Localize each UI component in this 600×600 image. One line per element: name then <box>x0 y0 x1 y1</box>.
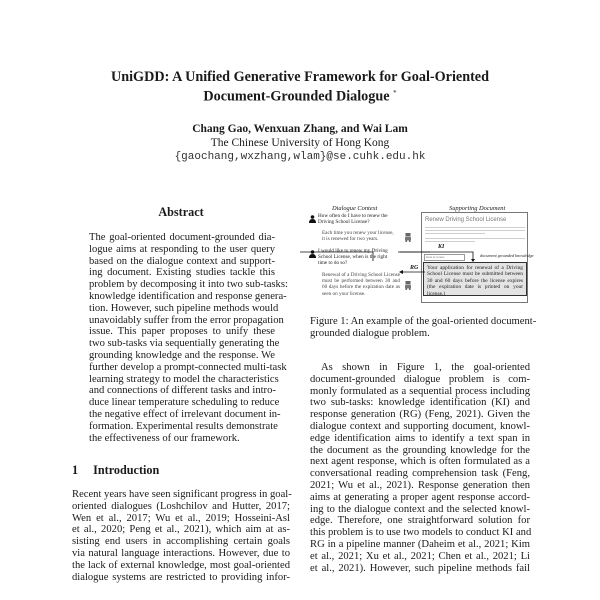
user-turn-1-line: How often do I have to renew the <box>318 213 388 219</box>
text-line: aims at generating a proper agent response accord- <box>310 491 530 503</box>
user-turn-2-line: I would like to renew my Driving <box>318 248 388 254</box>
text-line: grounding knowledge and the response. We <box>89 349 275 361</box>
doc-text-line <box>425 241 475 242</box>
text-line: learning strategy to model the characteristics <box>89 373 279 385</box>
right-column-body <box>310 362 530 574</box>
text-line: oriented dialogues (Loshchilov and Hutter, 2017; <box>72 500 290 512</box>
doc-text-line <box>425 230 525 231</box>
grounding-knowledge-span: Your application for renewal of a Driving School License must be submitted between 30 and 60 days before the license expires (the expiration date is printed on your license.) <box>423 262 527 296</box>
text-line: this problem is to use two models to conduct KI and <box>310 527 532 539</box>
text-line: As shown in Figure 1, the goal-oriented <box>321 362 530 373</box>
text-line: dialogue systems are restricted to providing infor- <box>72 571 290 583</box>
author-names: Chang Gao, Wenxuan Zhang, and Wai Lam <box>192 123 408 135</box>
text-line: et al., 2021; Xu et al., 2021; Chen et al., 2021; Li <box>310 550 530 562</box>
text-line: formation. Experimental results demonstrate <box>89 420 278 432</box>
ki-label: KI <box>438 244 445 250</box>
text-line: et al., 2021). However, such pipeline methods fail <box>310 562 530 574</box>
text-line: 2021; Wu et al., 2021). Response generation then <box>310 479 530 491</box>
user-turn-2-line: time to do so? <box>318 260 348 267</box>
text-line: ing document. Existing studies tackle this <box>89 267 275 279</box>
doc-text-line <box>425 238 525 239</box>
text-line: next agent response, which is often formulated as a <box>310 456 530 468</box>
section-title: Introduction <box>93 463 160 477</box>
text-line: the document as the grounding knowledge for the <box>310 444 530 456</box>
abstract-heading: Abstract <box>158 205 204 219</box>
email: {gaochang,wxzhang,wlam}@se.cuhk.edu.hk <box>174 151 426 163</box>
agent-turn-1-line: it is renewed for two years. <box>322 236 379 243</box>
text-line: issue. This paper proposes to unify these <box>89 326 275 338</box>
text-line: response generation (RG) (Feng, 2021). Given the <box>310 409 530 421</box>
text-line: duce linear temperature scheduling to reduce <box>89 397 280 409</box>
text-line: unavoidably suffer from the error propagation <box>89 314 284 326</box>
grounding-knowledge-label: document grounded knowledge <box>480 253 534 258</box>
user-icon <box>309 215 316 223</box>
doc-text-line <box>425 233 485 234</box>
text-line: tion. However, such pipeline methods would <box>89 302 279 314</box>
agent-turn-2: Renewal of a Driving School License must be performed between 30 and 60 days before the expiration date as seen on your license. <box>322 272 400 297</box>
doc-text-line <box>425 227 525 228</box>
paper-title <box>0 69 600 105</box>
text-line: further develop a prompt-connected multi-task <box>89 361 287 373</box>
figure-caption <box>310 316 537 340</box>
supporting-document-header: Supporting Document <box>449 205 506 212</box>
rg-label: RG <box>410 265 419 271</box>
robot-icon <box>404 280 412 290</box>
ki-arrow <box>400 252 473 260</box>
text-line: knowledge identification and response genera- <box>89 290 287 302</box>
text-line: two sub-tasks: knowledge identification (KI) and <box>310 397 530 409</box>
section-heading-introduction <box>72 463 159 478</box>
abstract-body <box>89 232 288 444</box>
text-line: Wen et al., 2017; Wu et al., 2019; Hosseini-Asl <box>72 512 290 524</box>
text-line: via natural language interactions. However, due to <box>72 547 290 559</box>
introduction-body <box>72 489 290 583</box>
text-line: The goal-oriented document-grounded dia- <box>89 232 275 243</box>
agent-turn-1-line: Each time you renew your license, <box>322 230 394 236</box>
text-line: monly formulated as a sequential process including <box>310 385 530 397</box>
title-line-2: Document-Grounded Dialogue <box>203 88 390 105</box>
text-line: based on the dialogue context and support- <box>89 255 275 267</box>
doc-title: Renew Driving School License <box>425 217 507 223</box>
user-turn-1 <box>318 213 388 225</box>
text-line: et al., 2020; Peng et al., 2021), which aim at as- <box>72 524 290 536</box>
user-turn-1-line: Driving School License? <box>318 219 370 226</box>
text-line: dialogue context and supporting document, knowl- <box>310 420 530 432</box>
text-line: the negative effect of irrelevant document in- <box>89 408 281 420</box>
caption-line: Figure 1: An example of the goal-oriented document- <box>310 316 537 327</box>
ki-arrow-path <box>300 252 373 261</box>
arrows <box>398 248 478 278</box>
title-footnote-mark: * <box>393 89 397 97</box>
text-line: conversational reading comprehension task (Feng, <box>310 468 530 480</box>
text-line: logue aims at responding to the user query <box>89 243 275 255</box>
text-line: ing to the dialogue context and the selected knowl- <box>310 503 530 515</box>
text-line: document-grounded dialogue problem is com- <box>310 373 530 385</box>
ki-arrowhead <box>471 259 475 262</box>
text-line: Recent years have seen significant progress in goal- <box>72 489 292 500</box>
title-line-1: UniGDD: A Unified Generative Framework for Goal-Oriented <box>110 69 489 85</box>
section-number: 1 <box>72 463 79 477</box>
affiliation: The Chinese University of Hong Kong <box>210 137 390 149</box>
caption-line: grounded dialogue problem. <box>310 327 430 339</box>
text-line: problem by decomposing it into two sub-tasks: <box>89 279 288 291</box>
text-line: RG in a pipeline manner (Daheim et al., 2021; Kim <box>310 538 530 550</box>
text-line: edge identification aims to identify a text span in <box>310 432 530 444</box>
text-line: two sub-tasks via sequentially generating the <box>89 338 280 350</box>
text-line: edge. Therefore, one straightforward solution for <box>310 515 530 527</box>
text-line: and connections of different tasks and intro- <box>89 385 276 397</box>
dialogue-context-header: Dialogue Context <box>332 205 378 212</box>
user-turn-2-line: School License, when is the right <box>318 254 388 261</box>
text-line: the effectiveness of our framework. <box>89 432 240 444</box>
text-line: the lack of external knowledge, most goal-oriented <box>72 559 290 571</box>
rg-arrowhead <box>399 270 403 274</box>
doc-search-box: How to renew <box>424 254 465 261</box>
text-line: sisting end users in accomplishing certain goals <box>72 536 290 548</box>
